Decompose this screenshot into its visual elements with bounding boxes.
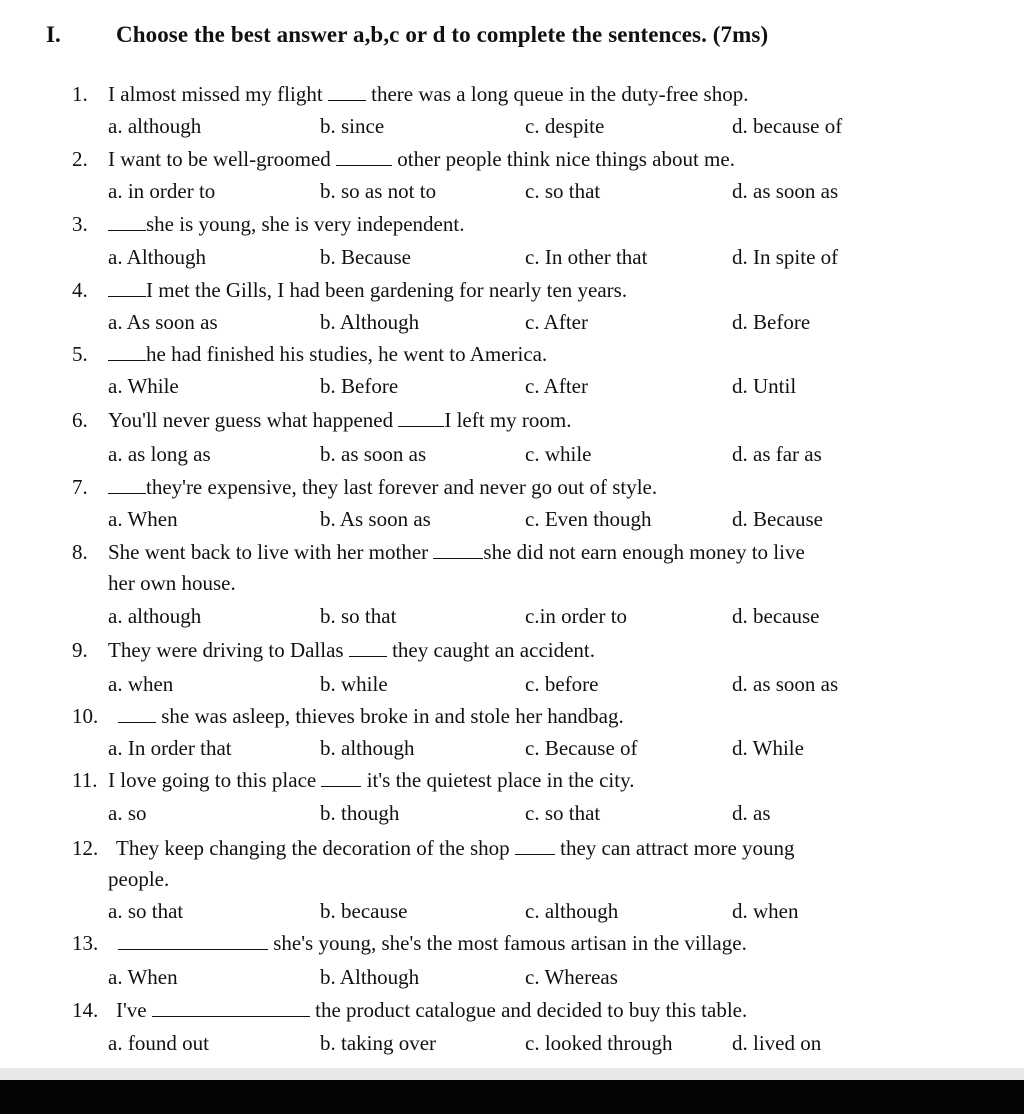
- question-text: I almost missed my flight there was a long queue in the duty-free shop.: [108, 82, 749, 106]
- options-8: [0, 604, 1024, 632]
- question-number: 8.: [72, 540, 88, 564]
- option-d: d. as soon as: [732, 179, 839, 203]
- answer-blank: [328, 82, 366, 101]
- question-number: 12.: [72, 836, 99, 860]
- answer-blank: [108, 278, 146, 297]
- option-d: d. Before: [732, 310, 811, 334]
- options-5: [0, 374, 1024, 402]
- answer-blank: [321, 768, 361, 787]
- option-d: d. because: [732, 604, 820, 628]
- answer-blank: [433, 540, 483, 559]
- question-text: they're expensive, they last forever and never go out of style.: [108, 475, 657, 500]
- options-4: [0, 310, 1024, 338]
- question-number: 1.: [72, 82, 88, 106]
- answer-blank: [108, 475, 146, 494]
- options-3: [0, 245, 1024, 273]
- question-number: 2.: [72, 147, 88, 171]
- options-1: [0, 114, 1024, 142]
- option-c: c. before: [525, 672, 599, 696]
- option-b: b. taking over: [320, 1031, 437, 1055]
- options-9: [0, 672, 1024, 700]
- answer-blank: [336, 147, 392, 166]
- question-text: he had finished his studies, he went to America.: [108, 342, 547, 367]
- option-a: a. in order to: [108, 179, 216, 203]
- options-13: [0, 965, 1024, 993]
- option-b: b. though: [320, 801, 400, 825]
- question-text: You'll never guess what happened I left my room.: [108, 408, 572, 432]
- answer-blank: [349, 638, 387, 657]
- question-text: She went back to live with her mother she did not earn enough money to live: [108, 540, 805, 564]
- option-a: a. found out: [108, 1031, 209, 1055]
- answer-blank: [108, 342, 146, 361]
- option-c: c. After: [525, 374, 588, 398]
- question-number: 13.: [72, 931, 99, 955]
- option-a: a. so that: [108, 899, 184, 923]
- question-number: 5.: [72, 342, 88, 366]
- question-number: 4.: [72, 278, 88, 302]
- question-number: 7.: [72, 475, 88, 499]
- option-a: a. when: [108, 672, 174, 696]
- question-text: I've the product catalogue and decided to buy this table.: [116, 998, 748, 1022]
- options-14: [0, 1031, 1024, 1059]
- option-d: d. as far as: [732, 442, 822, 466]
- question-number: 6.: [72, 408, 88, 432]
- question-text: I love going to this place it's the quietest place in the city.: [108, 768, 635, 792]
- option-d: d. Until: [732, 374, 797, 398]
- option-a: a. While: [108, 374, 179, 398]
- option-c: c. Because of: [525, 736, 638, 760]
- option-d: d. as: [732, 801, 771, 825]
- options-12: [0, 899, 1024, 927]
- option-d: d. because of: [732, 114, 843, 138]
- option-a: a. although: [108, 604, 202, 628]
- question-number: 3.: [72, 212, 88, 236]
- option-b: b. so that: [320, 604, 397, 628]
- option-c: c. despite: [525, 114, 605, 138]
- options-7: [0, 507, 1024, 535]
- option-b: b. so as not to: [320, 179, 437, 203]
- options-10: [0, 736, 1024, 764]
- question-8-continued: her own house.: [108, 571, 236, 595]
- question-number: 9.: [72, 638, 88, 662]
- section-instructions: Choose the best answer a,b,c or d to complete the sentences. (7ms): [116, 22, 769, 47]
- option-d: d. In spite of: [732, 245, 839, 269]
- option-b: b. Before: [320, 374, 399, 398]
- option-b: b. Although: [320, 310, 420, 334]
- option-c: c. so that: [525, 801, 601, 825]
- option-b: b. because: [320, 899, 408, 923]
- option-c: c. looked through: [525, 1031, 673, 1055]
- options-6: [0, 442, 1024, 470]
- option-a: a. In order that: [108, 736, 232, 760]
- option-a: a. so: [108, 801, 147, 825]
- page-bottom-gap: [0, 1068, 1024, 1080]
- question-text: she is young, she is very independent.: [108, 212, 464, 237]
- option-a: a. Although: [108, 245, 206, 269]
- option-d: d. as soon as: [732, 672, 839, 696]
- option-a: a. When: [108, 507, 178, 531]
- question-12-continued: people.: [108, 867, 170, 891]
- section-number: I.: [46, 22, 61, 47]
- option-b: b. since: [320, 114, 385, 138]
- option-c: c.in order to: [525, 604, 628, 628]
- option-c: c. so that: [525, 179, 601, 203]
- answer-blank: [515, 836, 555, 855]
- option-c: c. while: [525, 442, 592, 466]
- option-c: c. Even though: [525, 507, 652, 531]
- option-b: b. Because: [320, 245, 411, 269]
- option-a: a. When: [108, 965, 178, 989]
- option-b: b. Although: [320, 965, 420, 989]
- question-text: I want to be well-groomed other people think nice things about me.: [108, 147, 735, 171]
- option-b: b. As soon as: [320, 507, 431, 531]
- option-d: d. Because: [732, 507, 823, 531]
- options-11: [0, 801, 1024, 829]
- option-a: a. As soon as: [108, 310, 218, 334]
- option-a: a. as long as: [108, 442, 211, 466]
- option-b: b. although: [320, 736, 415, 760]
- option-c: c. although: [525, 899, 619, 923]
- answer-blank: [118, 704, 156, 723]
- option-d: d. when: [732, 899, 799, 923]
- option-b: b. as soon as: [320, 442, 427, 466]
- option-c: c. Whereas: [525, 965, 618, 989]
- question-number: 11.: [72, 768, 98, 792]
- answer-blank: [118, 931, 268, 950]
- answer-blank: [152, 998, 310, 1017]
- question-text: They were driving to Dallas they caught an accident.: [108, 638, 595, 662]
- answer-blank: [398, 408, 444, 427]
- question-text: she was asleep, thieves broke in and stole her handbag.: [118, 704, 624, 729]
- question-text: They keep changing the decoration of the shop they can attract more young: [116, 836, 795, 860]
- option-b: b. while: [320, 672, 388, 696]
- question-text: I met the Gills, I had been gardening for nearly ten years.: [108, 278, 627, 303]
- question-number: 14.: [72, 998, 99, 1022]
- option-a: a. although: [108, 114, 202, 138]
- option-d: d. lived on: [732, 1031, 822, 1055]
- question-number: 10.: [72, 704, 99, 728]
- option-d: d. While: [732, 736, 804, 760]
- option-c: c. After: [525, 310, 588, 334]
- answer-blank: [108, 212, 146, 231]
- options-2: [0, 179, 1024, 207]
- bottom-dark-bar: [0, 1080, 1024, 1114]
- question-text: she's young, she's the most famous artisan in the village.: [118, 931, 747, 956]
- option-c: c. In other that: [525, 245, 648, 269]
